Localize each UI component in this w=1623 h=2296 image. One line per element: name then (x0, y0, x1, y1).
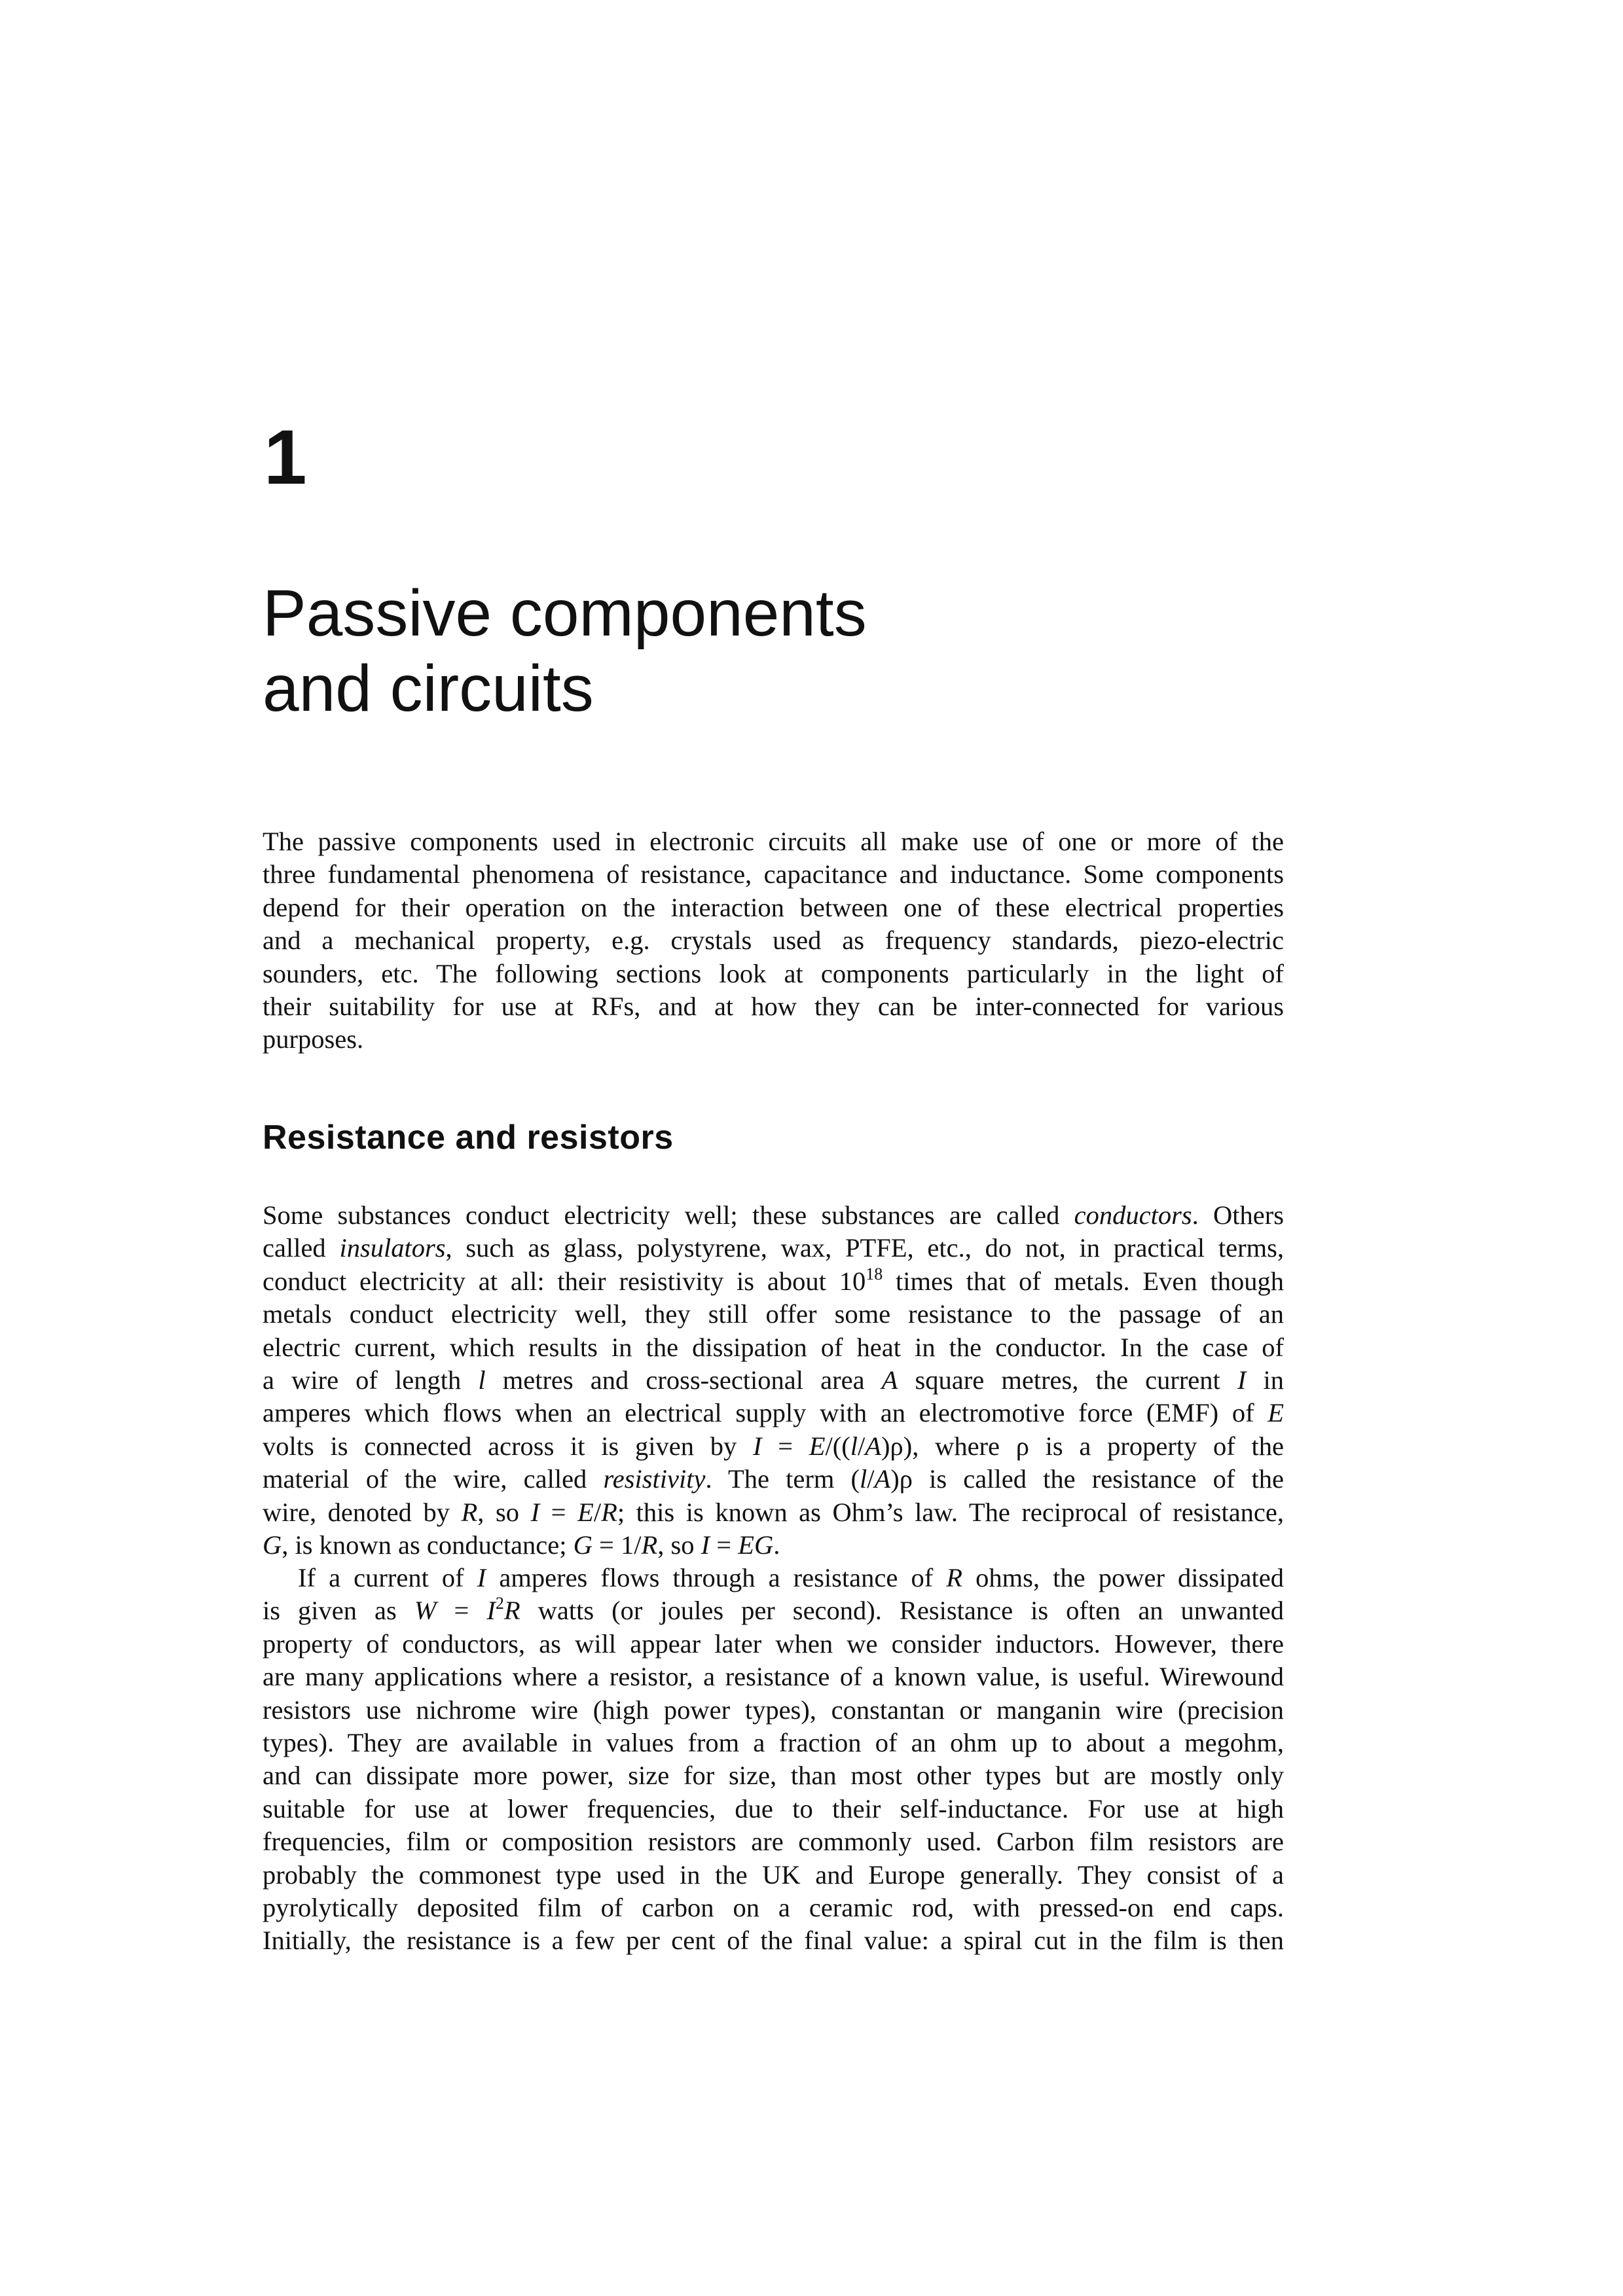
text-line: their suitability for use at RFs, and at how they can be inter-connected for various (263, 992, 1284, 1022)
text-line: pyrolytically deposited film of carbon on a ceramic rod, with pressed-on end caps. (263, 1893, 1284, 1923)
text-line: Initially, the resistance is a few per cent of the final value: a spiral cut in the film is then (263, 1926, 1284, 1956)
text-line: material of the wire, called resistivity. The term (l/A)ρ is called the resistance of the (263, 1464, 1284, 1494)
text-line: The passive components used in electronic circuits all make use of one or more of the (263, 827, 1284, 856)
chapter-number: 1 (264, 414, 307, 501)
text-line: probably the commonest type used in the UK and Europe generally. They consist of a (263, 1859, 1284, 1890)
text-line: metals conduct electricity well, they still offer some resistance to the passage of an (263, 1299, 1284, 1329)
chapter-title (263, 576, 867, 726)
chapter-title-line: Passive components (263, 577, 867, 650)
text-line: a wire of length l metres and cross-sectional area A square metres, the current I in (263, 1365, 1285, 1395)
chapter-title-line: and circuits (263, 652, 594, 725)
text-line: types). They are available in values from a fraction of an ohm up to about a megohm, (263, 1728, 1284, 1758)
text-line: called insulators, such as glass, polystyrene, wax, PTFE, etc., do not, in practical terms, (263, 1233, 1285, 1263)
intro-paragraph (263, 825, 1284, 1056)
text-line: amperes which flows when an electrical supply with an electromotive force (EMF) of E (263, 1398, 1284, 1428)
text-line: electric current, which results in the dissipation of heat in the conductor. In the case of (263, 1332, 1284, 1362)
text-line: If a current of I amperes flows through a resistance of R ohms, the power dissipated (298, 1563, 1285, 1592)
text-line: G, is known as conductance; G = 1/R, so I = EG. (263, 1530, 780, 1560)
text-line: Some substances conduct electricity well; these substances are called conductors. Others (263, 1200, 1284, 1230)
text-line: sounders, etc. The following sections look at components particularly in the light of (263, 958, 1284, 988)
text-line: is given as $W = I^2R$ watts (or joules per second). Resistance is often an unwanted (263, 1594, 1285, 1626)
text-line: volts is connected across it is given by I = E/((l/A)ρ), where ρ is a property of the (263, 1431, 1284, 1461)
text-line: wire, denoted by R, so I = E/R; this is known as Ohm’s law. The reciprocal of resistance, (263, 1497, 1284, 1527)
body-paragraph (263, 1562, 1284, 1958)
body-paragraph (263, 1199, 1284, 1562)
text-line: suitable for use at lower frequencies, due to their self-inductance. For use at high (263, 1793, 1284, 1823)
section-heading: Resistance and resistors (263, 1119, 674, 1157)
text-line: frequencies, film or composition resistors are commonly used. Carbon film resistors are (263, 1827, 1284, 1857)
text-line: purposes. (263, 1024, 364, 1054)
text-line: are many applications where a resistor, a resistance of a known value, is useful. Wirewound (263, 1662, 1284, 1692)
text-line: property of conductors, as will appear later when we consider inductors. However, there (263, 1628, 1284, 1659)
text-line: and a mechanical property, e.g. crystals used as frequency standards, piezo-electric (263, 925, 1284, 956)
text-line: and can dissipate more power, size for size, than most other types but are mostly only (263, 1761, 1284, 1791)
text-line: resistors use nichrome wire (high power types), constantan or manganin wire (precision (263, 1695, 1284, 1725)
text-line: three fundamental phenomena of resistance, capacitance and inductance. Some components (263, 859, 1284, 889)
text-line: depend for their operation on the interaction between one of these electrical properties (263, 892, 1284, 922)
text-line: conduct electricity at all: their resistivity is about $10^{18}$ times that of metals. Even though (263, 1264, 1284, 1296)
